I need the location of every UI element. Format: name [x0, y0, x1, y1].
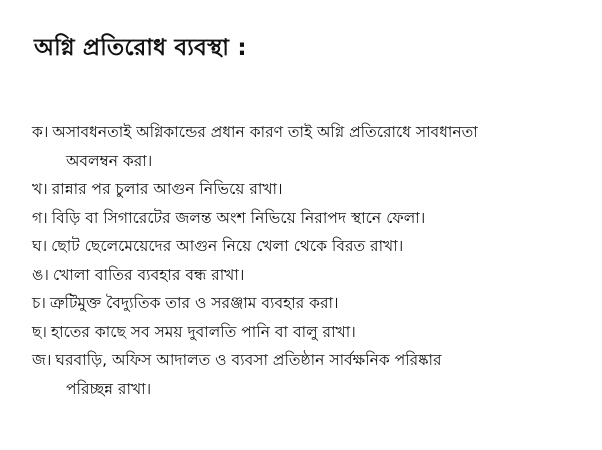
list-item-text: ত্রুটিমুক্ত বৈদ্যুতিক তার ও সরঞ্জাম ব্যবহার করা। — [49, 294, 339, 312]
list-marker: ক। — [32, 123, 49, 141]
list-item-text — [55, 346, 592, 375]
list-item-kha — [32, 175, 592, 204]
list-item-ja — [32, 346, 592, 375]
list-marker: জ। — [32, 351, 52, 369]
list-marker: খ। — [32, 180, 48, 198]
list-item-text: রান্নার পর চুলার আগুন নিভিয়ে রাখা। — [51, 180, 283, 198]
list-item-text: ছোট ছেলেমেয়েদের আগুন নিয়ে খেলা থেকে বিরত রাখা। — [51, 237, 404, 255]
list-item-text: বিড়ি বা সিগারেটের জলন্ত অংশ নিভিয়ে নিরাপদ স্থানে ফেলা। — [51, 208, 426, 227]
list-marker: চ। — [32, 294, 46, 312]
list-item-text — [52, 118, 592, 147]
prevention-list — [32, 118, 592, 403]
list-item-text: খোলা বাতির ব্যবহার বন্ধ রাখা। — [52, 265, 245, 284]
list-item-gha — [32, 232, 592, 261]
list-item-ca — [32, 289, 592, 318]
list-item-continuation: পরিচ্ছন্ন রাখা। — [66, 379, 152, 398]
list-item-line: অসাবধনতাই অগ্নিকান্ডের প্রধান কারণ তাই অগ্নি প্রতিরোধে সাবধানতা — [52, 123, 478, 141]
list-marker: ঘ। — [32, 237, 48, 255]
list-item-cha — [32, 318, 592, 347]
list-item-uma — [32, 261, 592, 290]
list-item-ja-continuation — [32, 375, 592, 404]
list-item-ka — [32, 118, 592, 147]
list-item-text: হাতের কাছে সব সময় দুবালতি পানি বা বালু রাখা। — [50, 322, 356, 341]
list-item-ga — [32, 204, 592, 233]
list-marker: ছ। — [32, 322, 47, 341]
list-item-ka-continuation — [32, 147, 592, 176]
list-marker: ঙ। — [32, 265, 49, 284]
list-item-line: ঘরবাড়ি, অফিস আদালত ও ব্যবসা প্রতিষ্ঠান সার্বক্ষনিক পরিষ্কার — [55, 351, 442, 369]
page-title: অগ্নি প্রতিরোধ ব্যবস্থা : — [34, 35, 247, 61]
list-item-continuation: অবলম্বন করা। — [66, 151, 153, 170]
list-marker: গ। — [32, 208, 48, 227]
